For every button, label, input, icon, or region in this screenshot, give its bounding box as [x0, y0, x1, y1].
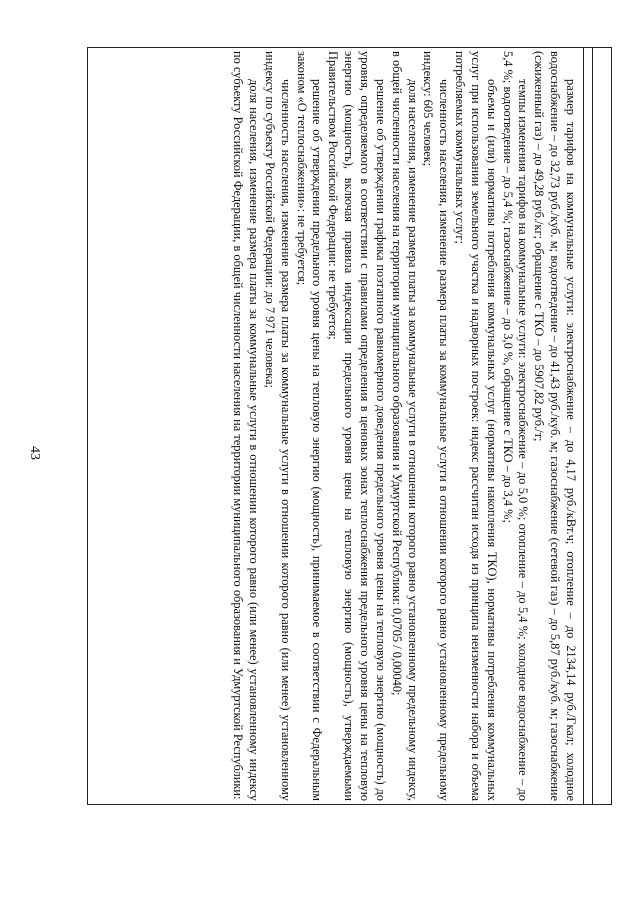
- paragraph-consumption-norms: объемы и (или) нормативы потребления коммунальных услуг (нормативы накопления ТКО), нормативы потребления коммунальных услуг при использовании земельного участка и надворных построек: индекс рассчитан исходя из принципа неизменности набора и объема потребляемых коммунальных услуг;: [453, 51, 499, 801]
- paragraph-schedule-decision: решение об утверждении графика поэтапного равномерного доведения предельного уровня цены на тепловую энергию (мощность) до уровня, определяемого в соответствии с правилами определения в ценовых зонах теплоснабжения предельного уровня цены на тепловую энергию (мощность), включая правила индексации предельного уровня цены на тепловую энергию (мощность), утверждаемыми Правительством Российской Федерации: не требуется;: [326, 51, 388, 801]
- content-cell: [89, 51, 578, 801]
- rotated-table: [87, 47, 612, 805]
- left-empty-cell: [584, 47, 612, 805]
- paragraph-population-count-subject: численность населения, изменение размера платы за коммунальные услуги в отношении которого равно (или менее) установленному индексу по субъекту Российской Федерации: до 7 971 человека;: [262, 51, 293, 801]
- paragraph-population-share-subject: доля населения, изменение размера платы за коммунальные услуги в отношении которого равно (или менее) установленному индексу по субъекту Российской Федерации, в общей численности населения на территории муниципального образования и Удмуртской Республики:: [231, 51, 262, 801]
- paragraph-population-share: доля населения, изменение размера платы за коммунальные услуги в отношении которого равно установленному предельному индексу, в общей численности населения на территории муниципального образования и Удмуртской Республики: 0,0705 / 0,00040;: [389, 51, 420, 801]
- paragraph-price-level-decision: решение об утверждении предельного уровня цены на тепловую энергию (мощность), принимаемое в соответствии с Федеральным законом «О теплоснабжении»: не требуется;: [294, 51, 325, 801]
- page-number: 43: [27, 446, 42, 460]
- paragraph-population-count: численность населения, изменение размера платы за коммунальные услуги в отношении которого равно установленному предельному индексу: 605 человек;: [421, 51, 452, 801]
- paragraph-tariff-rates: темпы изменения тарифов на коммунальные услуги: электроснабжение – до 5,0 %; отопление – до 5,4 %; холодное водоснабжение – до 5,4 %; водоотведение – до 5,4 %; газоснабжение – до 3,0 %, обращение с ТКО – до 3,4 %;: [500, 51, 531, 801]
- paragraph-tariff-sizes: размер тарифов на коммунальные услуги: электроснабжение – до 4,17 руб./кВт.ч; отопление – до 2134,14 руб./Гкал; холодное водоснабжение – до 32,73 руб./куб. м; водоотведение – до 41,43 руб./куб. м; газоснабжение (сетевой газ) – до 5,87 руб./куб. м; газоснабжение (сжиженный газ) – до 49,28 руб./кг; обращение с ТКО – до 5907,82 руб./т;: [532, 51, 578, 801]
